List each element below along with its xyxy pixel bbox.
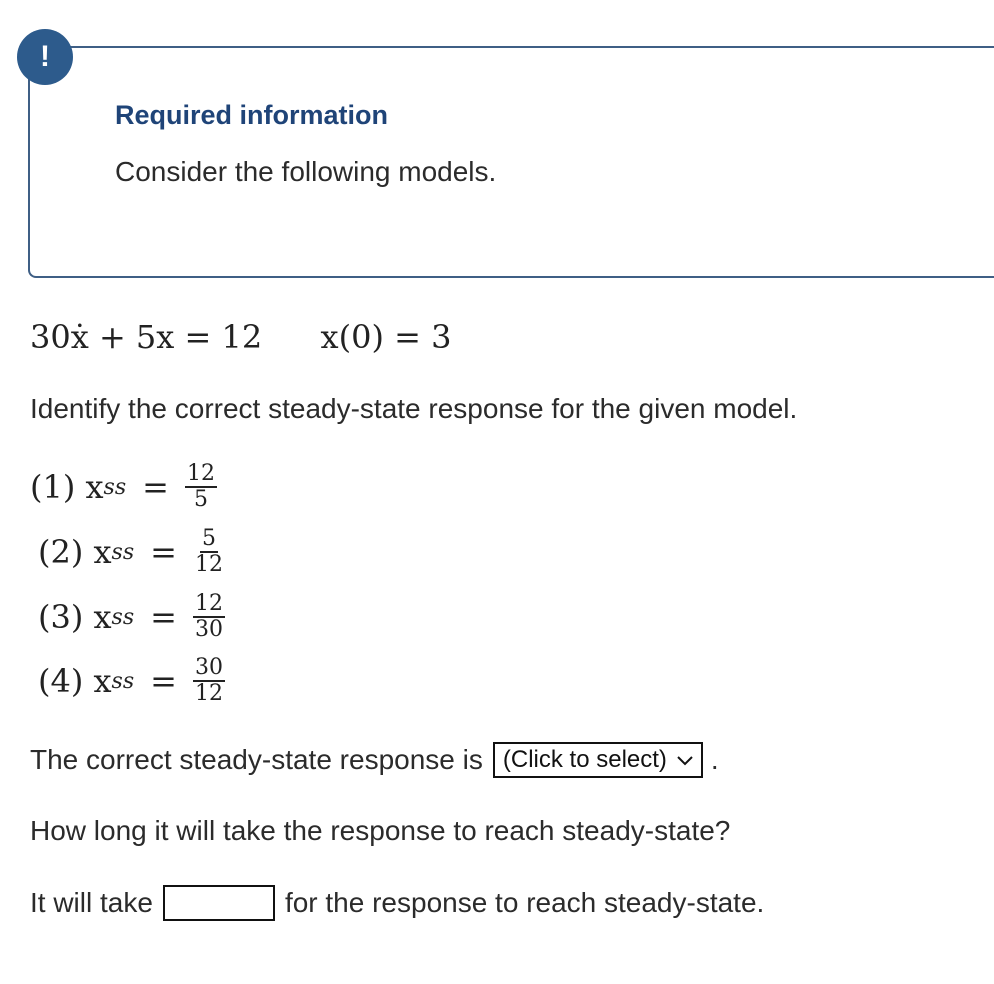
time-line: It will take for the response to reach steady-state. — [30, 885, 764, 921]
option-1: (1) x ss = $\frac{12}{5}$ — [30, 461, 215, 512]
fraction: $\frac{30}{12}$ — [194, 655, 223, 706]
chevron-down-icon — [677, 750, 693, 771]
initial-condition: x(0) = 3 — [320, 318, 452, 356]
alert-icon: ! — [17, 29, 73, 85]
answer-line: The correct steady-state response is (Click to select) . — [30, 742, 719, 778]
option-3: (3) x ss = $\frac{12}{30}$ — [38, 591, 223, 642]
model-equation — [30, 318, 451, 356]
question-prompt: Identify the correct steady-state response for the given model. — [30, 393, 798, 424]
time-input[interactable] — [163, 885, 275, 921]
option-4: (4) x ss = $\frac{30}{12}$ — [38, 655, 223, 706]
option-2: (2) x ss = $\frac{5}{12}$ — [38, 526, 223, 577]
required-info-text: Consider the following models. — [115, 156, 497, 187]
question-2: How long it will take the response to reach steady-state? — [30, 815, 731, 846]
differential-equation: 30ẋ + 5x = 12 — [30, 318, 263, 356]
required-info-title: Required information — [115, 100, 389, 130]
fraction: $\frac{12}{5}$ — [186, 461, 215, 512]
fraction: $\frac{5}{12}$ — [194, 526, 223, 577]
steady-state-select[interactable]: (Click to select) — [493, 742, 703, 778]
fraction: $\frac{12}{30}$ — [194, 591, 223, 642]
